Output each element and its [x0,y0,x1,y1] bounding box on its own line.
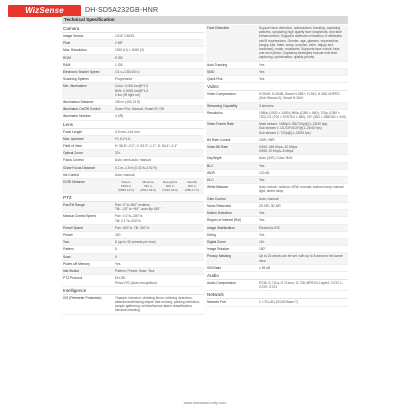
spec-value: Yes [259,232,265,237]
spec-value: 1/1 s–1/30,000 s [115,70,140,75]
spec-row [62,202,204,213]
spec-label: Video Compression [207,92,236,97]
left-column [62,25,204,315]
spec-row [62,113,204,120]
spec-value: Color: 0.005 lux@F1.5 B/W: 0.0005 lux@F1.5 0 lux (IR light on) [115,84,149,97]
spec-value: Yes [259,77,265,82]
spec-label: Quick Pick [207,77,223,82]
spec-value: Electronic EIS [259,225,280,230]
spec-value: 5 [115,247,117,252]
spec-row [206,110,348,121]
spec-label: Illuminator Number [63,114,91,119]
spec-row [206,184,348,195]
spec-row [206,203,348,210]
spec-row [62,179,204,194]
spec-row [62,157,204,164]
spec-value: 4.5 mm–144 mm [115,129,140,134]
section-heading-intelligence: Intelligence [62,287,204,295]
spec-label: Image Sensor [63,34,84,38]
spec-row [206,25,348,62]
spec-label: Scan [63,254,71,259]
spec-value: H.264H; H.264B; Smart H.265+; H.264; H.265; MJPEG (Sub Stream 2); Smart H.264+ [259,92,340,101]
spec-value: DH-SD Pelco-P/D (Auto recognition) [115,276,157,285]
spec-title: Technical Specification [62,16,348,24]
spec-row [206,217,348,224]
spec-value: 5 [115,254,117,259]
spec-label: Audio Compression [207,280,236,285]
spec-value: Auto (ICR); Color; B/W [259,156,293,161]
spec-row [62,268,204,275]
spec-label: Max. Resolution [63,48,87,53]
spec-value: CBR; VBR [259,137,275,142]
spec-label: Pan/Tilt Range [63,203,85,208]
spec-value: 1920 (H) × 1080 (V) [115,48,145,53]
spec-value: Auto; semi-auto; manual [115,158,151,163]
spec-row [62,246,204,253]
spec-label: Min. Illumination [63,84,87,89]
spec-label: S/N Ratio [207,265,222,270]
spec-value: 8 GB [115,55,123,60]
spec-label: DORI Distance [63,180,85,185]
spec-row [62,261,204,268]
spec-label: Day/Night [207,156,222,161]
spec-label: Close Focus Distance [63,165,96,170]
spec-row [206,239,348,246]
spec-row [62,225,204,232]
spec-row [62,295,204,315]
spec-value: 2 MP [115,41,123,46]
spec-label: Gain Control [207,196,226,201]
spec-label: Resolution [207,110,223,115]
spec-row [206,121,348,137]
spec-row [62,239,204,246]
spec-value: Yes [115,261,121,266]
spec-label: ROM [63,55,71,60]
spec-value [114,179,204,193]
section-heading-audio: Audio [206,272,348,280]
spec-label: Noise Reduction [207,203,232,208]
spec-value: Yes [259,218,265,223]
spec-value: Progressive [115,77,133,82]
spec-label: Image Stabilization [207,225,235,230]
spec-row [206,210,348,217]
spec-label: Auto Tracking [207,62,228,67]
section-heading-video: Video [206,83,348,91]
spec-row [206,69,348,76]
spec-label: Image Rotation [207,247,230,252]
section-heading-network: Network [206,291,348,299]
spec-value: 150 m (492.13 ft) [115,100,141,105]
spec-row [206,76,348,83]
dori-value: 200 m (656.17 ft) [184,184,200,193]
spec-row [62,136,204,143]
spec-label: Idle Motion [63,269,80,274]
spec-label: Power-off Memory [63,261,90,266]
spec-value: Zoom Prio; Manual; Smart IR; Off [115,107,164,112]
spec-value: ≥ 55 dB [259,265,271,270]
spec-value: 1 GB [115,62,123,67]
spec-label: Streaming Capability [207,103,238,108]
spec-row [206,265,348,272]
spec-row [206,163,348,170]
spec-label: Preset [63,233,73,238]
spec-label: Face Detection [207,26,230,30]
right-column [206,25,348,307]
dori-header: Recognize [162,180,178,185]
spec-label: Privacy Masking [207,254,232,259]
spec-value: 16× [259,239,265,244]
spec-value: Pan: 0.1°/s–300°/s Tilt: 0.1°/s–200°/s [115,214,143,223]
spec-value: Yes [259,211,265,216]
section-heading-lens: Lens [62,121,204,129]
spec-value: 1080p (1920 × 1080); 960p (1280 × 960); 720p (1280 × 720); D1 (704 × 576/704 × 480); CIF (352 × 288/352 × 240) [259,110,346,120]
spec-value: Auto; indoor; outdoor; ATW; manual; sodium lamp; natural light; street lamp [259,185,344,194]
spec-row [62,40,204,47]
spec-label: BLC [207,163,214,168]
spec-label: Tour [63,240,70,245]
spec-value: Pan: 400°/s; Tilt: 300°/s [115,225,150,230]
spec-label: Video Bit Rate [207,145,229,150]
spec-row [62,62,204,69]
spec-row [206,103,348,110]
spec-value: Auto; manual [115,172,135,177]
spec-label: Preset Speed [63,225,83,230]
spec-label: Motion Detection [207,211,232,216]
spec-value: 1/2.8" CMOS [115,34,135,38]
dori-value: 799 m (2621.39 ft) [140,184,156,193]
spec-row [62,275,204,286]
spec-value: Support face detection, optimization, tracking, capturing pictures, uploading high quality face snapshots, and face enhancement; Supports attributes extraction: 6 attributes and 8 expressions. Gender, age, glasses, expressions (angry, sad, false, scary, surprise, calm, happy and confused), mask; mustache; Supports face cutout: face, one-inch photo; Capturing strategies include real-time capturing, optimization, quality priority [259,26,342,60]
spec-row [62,213,204,224]
spec-label: Focus Control [63,158,84,163]
model-number: DH-SD5A232GB-HNR [85,7,159,14]
spec-row [206,144,348,155]
spec-row [206,253,348,264]
spec-row [206,62,348,69]
spec-value: Up to 24 areas can be set, with up to 8 areas in the same view [259,254,343,263]
spec-label: Scanning System [63,77,89,82]
spec-row [206,299,348,306]
spec-row [62,55,204,62]
spec-label: Pattern [63,247,74,252]
spec-row [206,177,348,184]
dori-header: Detect [121,180,131,185]
spec-label: Iris Control [63,172,79,177]
spec-row [206,225,348,232]
spec-label: Bit Rate Control [207,137,231,142]
spec-row [62,254,204,261]
spec-row [62,106,204,113]
section-heading-camera: Camera [62,25,204,33]
spec-row [62,83,204,99]
spec-value: Yes [259,178,265,183]
spec-row [62,69,204,76]
spec-value: 0.1 m–1.5 m (0.33 ft–4.92 ft) [115,165,157,170]
spec-row [62,172,204,179]
spec-label: Field of View [63,144,82,149]
spec-row [206,246,348,253]
dori-value: 1998 m (6555.12 ft) [118,184,134,193]
spec-label: IVS (Perimeter Protection) [63,295,102,300]
spec-label: Digital Zoom [207,239,226,244]
spec-value: 300 [115,233,121,238]
spec-label: Optical Zoom [63,151,83,156]
spec-row [206,280,348,291]
spec-row [62,47,204,54]
spec-row [62,33,204,40]
spec-label: Max. Aperture [63,136,84,141]
spec-value: Main stream: 1080p/1.3M/720p@(1–25/30 fps) Sub stream 1: D1/CIF/4CIF@(1–25/30 fps) Sub stream 2: 720p@(1–25/30 fps) [259,122,328,135]
dori-header: Identify [187,180,197,185]
spec-label: WDR [207,170,215,175]
spec-row [62,232,204,239]
spec-row [206,170,348,177]
spec-sheet [62,16,348,396]
spec-row [206,137,348,144]
spec-label: Electronic Shutter Speed [63,70,100,75]
spec-label: Video Frame Rate [207,122,234,127]
spec-value: H: 58.8°–2.0°; V: 33.9°–1.1°; D: 66.4°–2.4° [115,144,178,149]
spec-row [206,155,348,162]
spec-label: PTZ Protocol [63,276,83,281]
spec-label: White Balance [207,185,229,190]
spec-value: Tripwire; intrusion; climbing fence; loitering detection; abandoned/missing object; fast moving; parking detection; people gathering; vehicle/human alarm classification; intrusion tracking [115,295,200,313]
spec-row [206,232,348,239]
spec-row [62,129,204,136]
dori-header: Observe [142,180,154,185]
spec-value: 1 × RJ-45 (10/100 Base-T) [259,300,299,305]
spec-value: 32× [115,151,121,156]
spec-label: Network Port [207,300,227,305]
spec-value: H264: 448 Kbps–10 Mbps H265: 20 Kbps–8 Mbps [259,145,298,154]
spec-value: 3 streams [259,103,274,108]
spec-label: Pixel [63,41,71,46]
spec-row [62,99,204,106]
section-heading-ptz: PTZ [62,194,204,202]
spec-value: Auto; manual [259,196,279,201]
spec-label: Focal Length [63,129,83,134]
spec-label: Illuminator On/Off Control [63,107,101,112]
spec-value: 180° [259,247,266,252]
spec-row [206,91,348,102]
spec-label: Manual Control Speed [63,214,96,219]
footer-url: www.dahuasecurity.com [183,400,227,405]
spec-value: Yes [259,62,265,67]
spec-row [206,196,348,203]
spec-label: RAM [63,62,71,67]
spec-value: Pattern; Preset; Scan; Tour [115,269,155,274]
spec-value: 4 (IR) [115,114,124,119]
spec-row [62,150,204,157]
dori-grid [115,180,203,192]
spec-value: Pan: 0° to 360° endless Tilt: –15° to +90°, auto flip 180° [115,203,161,212]
spec-label: Illumination Distance [63,100,94,105]
spec-label: SMD [207,69,215,74]
brand-logo: WizSense [8,5,81,17]
spec-label: Region of Interest (RoI) [207,218,242,223]
spec-label: Defog [207,232,216,237]
spec-value: Yes [259,163,265,168]
spec-label: HLC [207,178,214,183]
spec-row [62,76,204,83]
spec-value: F1.5–F4.6 [115,136,131,141]
spec-value: Yes [259,69,265,74]
spec-value: 8 (up to 32 presets per tour) [115,240,156,245]
spec-row [62,165,204,172]
spec-row [62,143,204,150]
dori-value: 400 m (1312.34 ft) [162,184,178,193]
spec-value: 120 dB [259,170,270,175]
spec-value: 2D NR; 3D NR [259,203,281,208]
spec-value: PCM; G.711a; G.711mu; G.726; MPEG2-Layer2; G722.1; G729; G723 [259,280,343,290]
